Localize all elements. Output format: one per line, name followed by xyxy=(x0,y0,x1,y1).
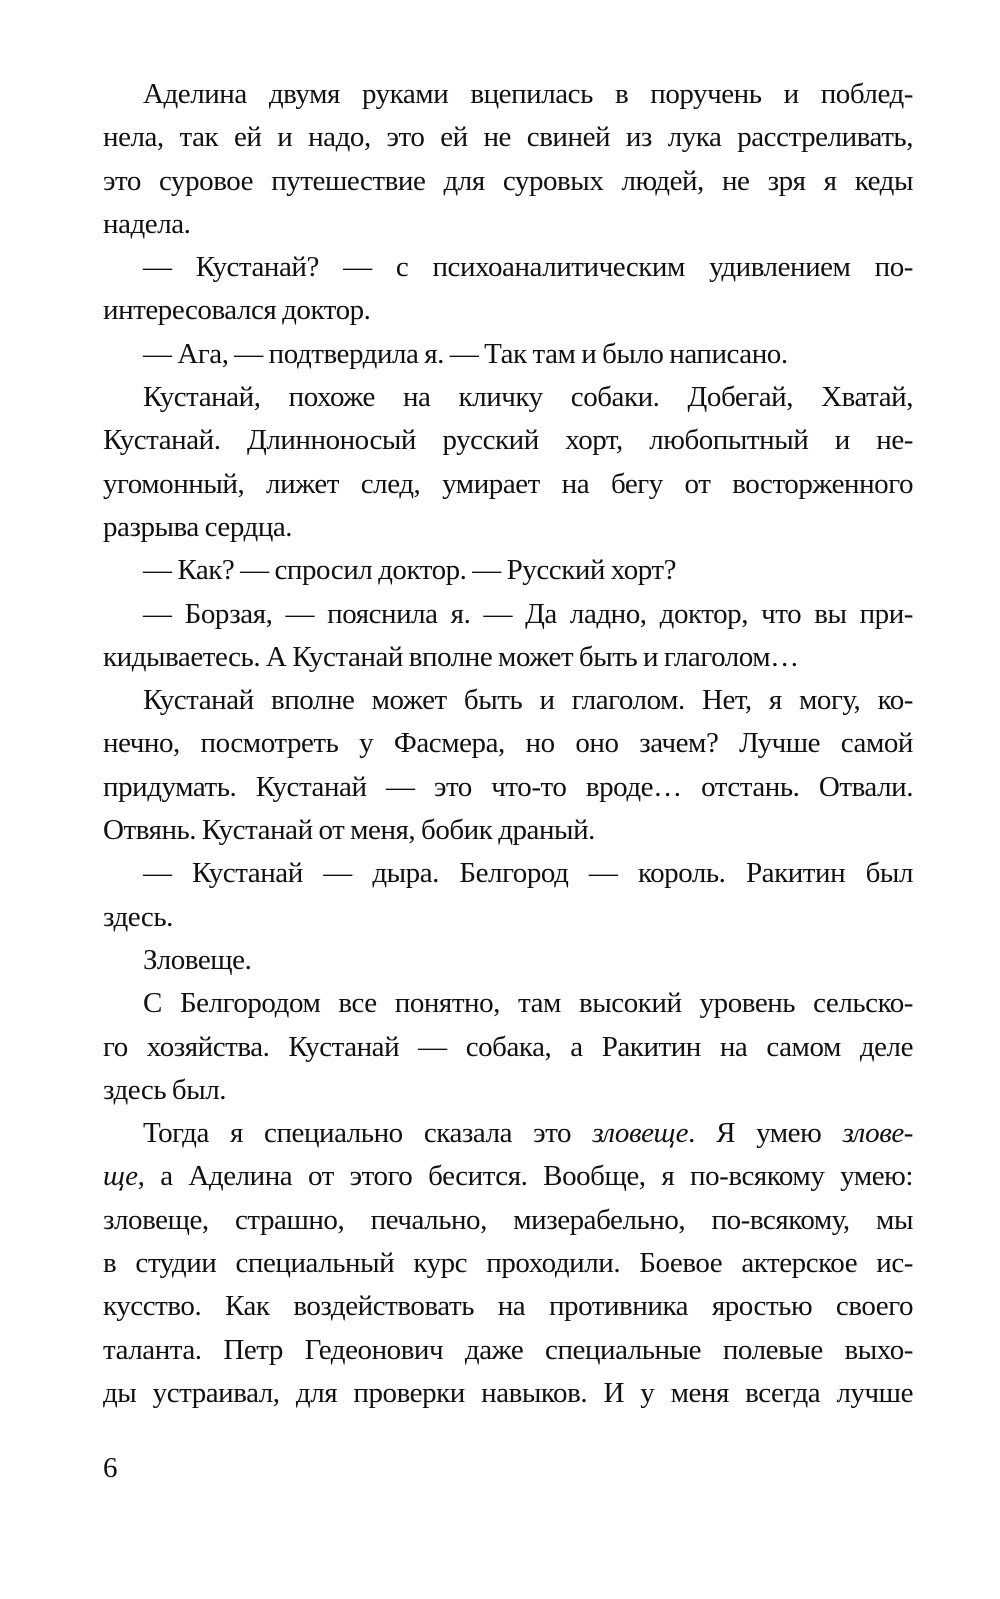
text-segment: это суровое путешествие для суровых людей, не зря я кеды xyxy=(103,164,913,197)
text-segment: придумать. Кустанай — это что-то вроде… отстань. Отвали. xyxy=(103,770,913,803)
text-line xyxy=(103,1026,913,1069)
text-line xyxy=(103,722,913,765)
text-line xyxy=(103,419,913,462)
text-segment: кидываетесь. А Кустанай вполне может быть и глаголом… xyxy=(103,640,799,673)
paragraph xyxy=(103,679,913,852)
paragraph xyxy=(103,593,913,680)
text-segment: зловеще, страшно, печально, мизерабельно, по-всякому, мы xyxy=(103,1203,913,1236)
text-line xyxy=(103,1069,913,1112)
text-line xyxy=(103,333,913,376)
text-segment: здесь. xyxy=(103,900,173,933)
paragraph xyxy=(103,376,913,549)
text-line xyxy=(103,809,913,852)
text-segment: Кустанай вполне может быть и глаголом. Нет, я могу, ко- xyxy=(143,684,913,717)
text-line xyxy=(103,160,913,203)
paragraph xyxy=(103,246,913,333)
paragraph xyxy=(103,549,913,592)
italic-text-segment: ще xyxy=(103,1160,138,1193)
text-segment: ды устраивал, для проверки навыков. И у меня всегда лучше xyxy=(103,1376,913,1409)
text-line xyxy=(103,289,913,332)
text-segment: надела. xyxy=(103,207,191,240)
text-segment: Кустанай, похоже на кличку собаки. Добегай, Хватай, xyxy=(143,381,913,414)
text-segment: в студии специальный курс проходили. Боевое актерское ис- xyxy=(103,1247,913,1280)
text-segment: , а Аделина от этого бесится. Вообще, я по-всякому умею: xyxy=(137,1160,913,1193)
text-line xyxy=(103,679,913,722)
text-segment: го хозяйства. Кустанай — собака, а Ракитин на самом деле xyxy=(103,1030,913,1063)
text-line xyxy=(103,506,913,549)
text-segment: — Борзая, — пояснила я. — Да ладно, доктор, что вы при- xyxy=(143,597,913,630)
text-line xyxy=(103,593,913,636)
text-segment: таланта. Петр Гедеонович даже специальные полевые выхо- xyxy=(103,1333,913,1366)
page-number: 6 xyxy=(103,1452,118,1484)
text-line xyxy=(103,1112,913,1155)
page-body-text xyxy=(103,73,913,1415)
text-line xyxy=(103,246,913,289)
text-segment: кусство. Как воздействовать на противника яростью своего xyxy=(103,1290,913,1323)
text-segment: нечно, посмотреть у Фасмера, но оно зачем? Лучше самой xyxy=(103,727,913,760)
text-segment: — Кустанай? — с психоаналитическим удивлением по- xyxy=(143,251,913,284)
text-line xyxy=(103,636,913,679)
text-line xyxy=(103,1372,913,1415)
text-segment: разрыва сердца. xyxy=(103,510,293,543)
text-line xyxy=(103,1155,913,1198)
paragraph xyxy=(103,1112,913,1415)
paragraph xyxy=(103,982,913,1112)
paragraph xyxy=(103,73,913,246)
text-segment: нела, так ей и надо, это ей не свиней из лука расстреливать, xyxy=(103,121,913,154)
text-segment: Тогда я специально сказала это xyxy=(143,1117,593,1150)
text-segment: — Ага, — подтвердила я. — Так там и было написано. xyxy=(143,337,788,370)
text-line xyxy=(103,1285,913,1328)
text-line xyxy=(103,463,913,506)
text-line xyxy=(103,852,913,895)
text-segment: — Как? — спросил доктор. — Русский хорт? xyxy=(143,554,677,587)
text-line xyxy=(103,116,913,159)
text-line xyxy=(103,896,913,939)
text-segment: Кустанай. Длинноносый русский хорт, любопытный и не- xyxy=(103,424,913,457)
text-segment: Отвянь. Кустанай от меня, бобик драный. xyxy=(103,814,595,847)
paragraph xyxy=(103,852,913,939)
paragraph xyxy=(103,333,913,376)
text-line xyxy=(103,982,913,1025)
text-line xyxy=(103,203,913,246)
text-segment: Зловеще. xyxy=(143,943,252,976)
text-segment: здесь был. xyxy=(103,1073,227,1106)
text-line xyxy=(103,549,913,592)
text-segment: угомонный, лижет след, умирает на бегу от восторженного xyxy=(103,467,913,500)
text-segment: Аделина двумя руками вцепилась в поручень и поблед- xyxy=(143,78,913,110)
paragraph xyxy=(103,939,913,982)
italic-text-segment: злове- xyxy=(842,1117,913,1150)
text-line xyxy=(103,766,913,809)
text-line xyxy=(103,376,913,419)
text-segment: — Кустанай — дыра. Белгород — король. Ракитин был xyxy=(143,857,913,890)
text-line xyxy=(103,1242,913,1285)
text-line xyxy=(103,73,913,116)
text-segment: . Я умею xyxy=(688,1117,843,1150)
text-segment: С Белгородом все понятно, там высокий уровень сельско- xyxy=(143,987,913,1020)
text-segment: интересовался доктор. xyxy=(103,294,371,327)
text-line xyxy=(103,939,913,982)
italic-text-segment: зловеще xyxy=(592,1117,689,1150)
text-line xyxy=(103,1199,913,1242)
text-line xyxy=(103,1329,913,1372)
